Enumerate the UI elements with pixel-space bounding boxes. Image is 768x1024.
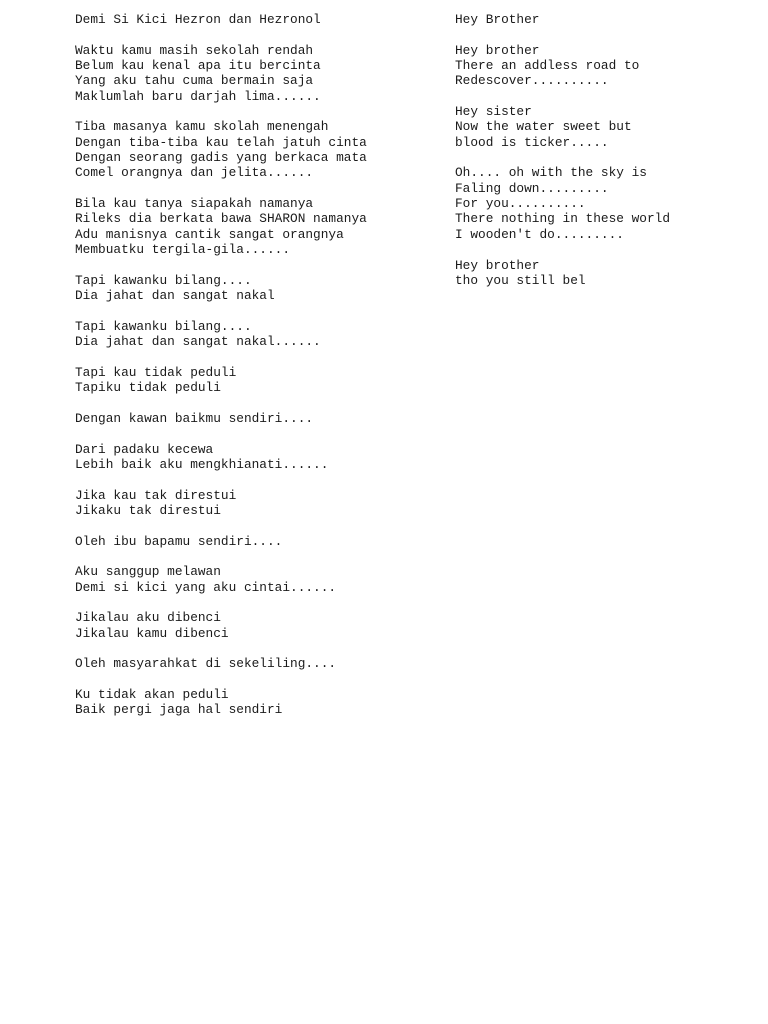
stanza-gap bbox=[75, 426, 435, 441]
poem-line: For you.......... bbox=[455, 196, 586, 212]
poem-line: Waktu kamu masih sekolah rendah bbox=[75, 42, 314, 58]
stanza-gap bbox=[455, 242, 755, 257]
left-poem bbox=[75, 12, 435, 718]
poem-line: Comel orangnya dan jelita...... bbox=[75, 165, 314, 181]
poem-line: Tiba masanya kamu skolah menengah bbox=[75, 119, 329, 135]
stanza bbox=[455, 258, 755, 289]
right-poem-stanzas bbox=[455, 43, 755, 289]
stanza bbox=[75, 610, 435, 641]
stanza-gap bbox=[75, 595, 435, 610]
right-poem bbox=[455, 12, 755, 288]
stanza bbox=[75, 273, 435, 304]
stanza-gap bbox=[455, 150, 755, 165]
stanza-gap bbox=[75, 549, 435, 564]
poem-line: Adu manisnya cantik sangat orangnya bbox=[75, 226, 344, 242]
stanza bbox=[455, 43, 755, 89]
poem-line: Bila kau tanya siapakah namanya bbox=[75, 196, 314, 212]
poem-line: There nothing in these world bbox=[455, 211, 671, 227]
poem-line: Dia jahat dan sangat nakal...... bbox=[75, 334, 321, 350]
poem-line: Redescover.......... bbox=[455, 73, 609, 89]
stanza bbox=[75, 442, 435, 473]
poem-line: Dengan kawan baikmu sendiri.... bbox=[75, 410, 314, 426]
poem-line: blood is ticker..... bbox=[455, 134, 609, 150]
poem-line: There an addless road to bbox=[455, 58, 640, 74]
poem-line: Tapi kawanku bilang.... bbox=[75, 272, 252, 288]
stanza-gap bbox=[75, 472, 435, 487]
poem-line: Tapiku tidak peduli bbox=[75, 380, 221, 396]
poem-line: Maklumlah baru darjah lima...... bbox=[75, 88, 321, 104]
poem-line: Now the water sweet but bbox=[455, 119, 632, 135]
stanza-gap bbox=[75, 181, 435, 196]
stanza bbox=[75, 319, 435, 350]
stanza bbox=[75, 534, 435, 549]
poem-line: Dari padaku kecewa bbox=[75, 441, 214, 457]
stanza bbox=[75, 196, 435, 257]
poem-line: Baik pergi jaga hal sendiri bbox=[75, 702, 283, 718]
stanza bbox=[455, 165, 755, 242]
stanza bbox=[75, 411, 435, 426]
poem-line: Hey brother bbox=[455, 42, 540, 58]
poem-line: Rileks dia berkata bawa SHARON namanya bbox=[75, 211, 367, 227]
poem-line: Jikalau kamu dibenci bbox=[75, 625, 229, 641]
stanza-gap bbox=[75, 672, 435, 687]
poem-line: Lebih baik aku mengkhianati...... bbox=[75, 456, 329, 472]
poem-line: Jikalau aku dibenci bbox=[75, 610, 221, 626]
stanza-gap bbox=[75, 258, 435, 273]
poem-line: Tapi kawanku bilang.... bbox=[75, 318, 252, 334]
stanza bbox=[455, 104, 755, 150]
stanza-gap bbox=[455, 27, 755, 42]
poem-line: Hey sister bbox=[455, 104, 532, 120]
stanza bbox=[75, 656, 435, 671]
poem-line: Jikaku tak direstui bbox=[75, 503, 221, 518]
poem-line: tho you still bel bbox=[455, 272, 586, 288]
stanza bbox=[75, 43, 435, 104]
stanza-gap bbox=[75, 518, 435, 533]
stanza-gap bbox=[75, 304, 435, 319]
poem-line: Oleh masyarahkat di sekeliling.... bbox=[75, 656, 337, 672]
poem-line: Oleh ibu bapamu sendiri.... bbox=[75, 533, 283, 549]
left-poem-stanzas bbox=[75, 43, 435, 718]
stanza-gap bbox=[75, 350, 435, 365]
poem-line: Ku tidak akan peduli bbox=[75, 687, 229, 703]
stanza bbox=[75, 564, 435, 595]
poem-title: Hey Brother bbox=[455, 12, 540, 27]
poem-line: Faling down......... bbox=[455, 180, 609, 196]
poem-line: Hey brother bbox=[455, 257, 540, 273]
poem-line: Membuatku tergila-gila...... bbox=[75, 242, 291, 258]
poem-title: Demi Si Kici Hezron dan Hezronol bbox=[75, 12, 321, 27]
stanza-gap bbox=[75, 104, 435, 119]
poem-line: Dengan tiba-tiba kau telah jatuh cinta bbox=[75, 134, 367, 150]
poem-line: Aku sanggup melawan bbox=[75, 564, 221, 580]
stanza-gap bbox=[75, 27, 435, 42]
stanza bbox=[75, 119, 435, 180]
stanza bbox=[75, 488, 435, 519]
poem-line: Jika kau tak direstui bbox=[75, 487, 237, 503]
stanza bbox=[75, 687, 435, 718]
poem-line: Demi si kici yang aku cintai...... bbox=[75, 579, 337, 595]
poem-line: I wooden't do......... bbox=[455, 226, 624, 242]
poem-line: Dengan seorang gadis yang berkaca mata bbox=[75, 150, 367, 166]
stanza-gap bbox=[455, 89, 755, 104]
stanza bbox=[75, 365, 435, 396]
poem-line: Tapi kau tidak peduli bbox=[75, 364, 237, 380]
poem-line: Dia jahat dan sangat nakal bbox=[75, 288, 275, 304]
poem-line: Yang aku tahu cuma bermain saja bbox=[75, 73, 314, 89]
stanza-gap bbox=[75, 396, 435, 411]
poem-line: Belum kau kenal apa itu bercinta bbox=[75, 58, 321, 74]
poem-line: Oh.... oh with the sky is bbox=[455, 165, 647, 181]
stanza-gap bbox=[75, 641, 435, 656]
